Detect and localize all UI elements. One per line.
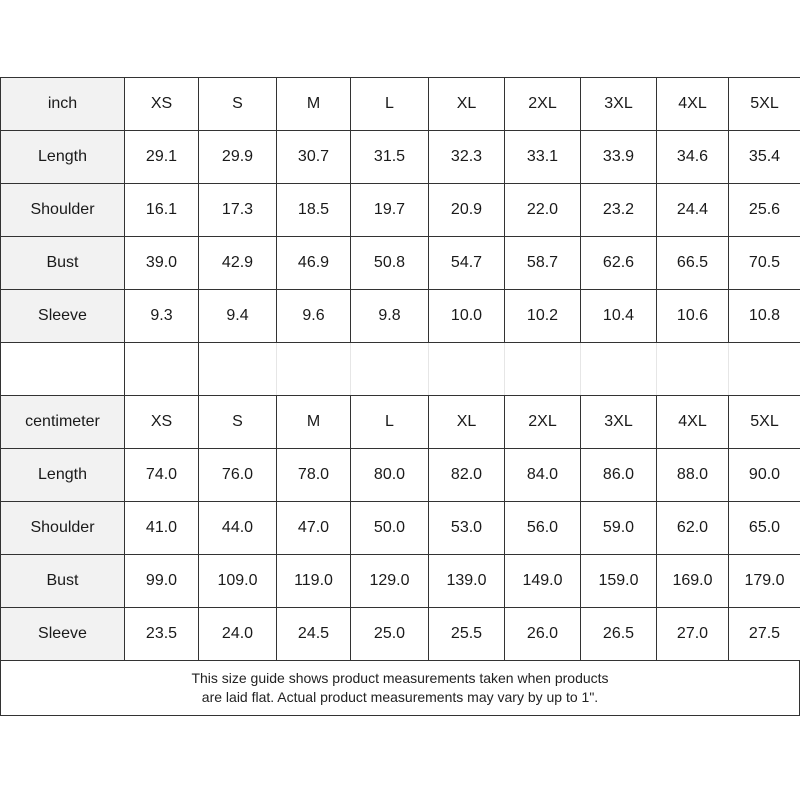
measurement-value: 25.0 (351, 608, 429, 661)
size-header-xs: XS (125, 396, 199, 449)
measurement-value: 10.0 (429, 290, 505, 343)
measurement-value: 9.8 (351, 290, 429, 343)
measurement-value: 86.0 (581, 449, 657, 502)
measurement-value: 34.6 (657, 131, 729, 184)
measurement-label: Sleeve (1, 608, 125, 661)
measurement-value: 90.0 (729, 449, 800, 502)
measurement-value: 32.3 (429, 131, 505, 184)
measurement-label: Shoulder (1, 502, 125, 555)
centimeter-row-length (1, 449, 800, 502)
measurement-value: 33.1 (505, 131, 581, 184)
inch-row-bust (1, 237, 800, 290)
measurement-value: 53.0 (429, 502, 505, 555)
measurement-value: 20.9 (429, 184, 505, 237)
measurement-value: 29.1 (125, 131, 199, 184)
blank-cell (581, 343, 657, 396)
measurement-value: 119.0 (277, 555, 351, 608)
inch-row-sleeve (1, 290, 800, 343)
measurement-value: 129.0 (351, 555, 429, 608)
measurement-label: Bust (1, 555, 125, 608)
size-header-4xl: 4XL (657, 396, 729, 449)
measurement-value: 23.2 (581, 184, 657, 237)
measurement-value: 25.5 (429, 608, 505, 661)
measurement-value: 159.0 (581, 555, 657, 608)
centimeter-row-shoulder (1, 502, 800, 555)
blank-cell (505, 343, 581, 396)
size-header-m: M (277, 396, 351, 449)
centimeter-header-row (1, 396, 800, 449)
measurement-value: 26.0 (505, 608, 581, 661)
size-header-l: L (351, 396, 429, 449)
size-header-s: S (199, 396, 277, 449)
measurement-value: 10.4 (581, 290, 657, 343)
measurement-value: 31.5 (351, 131, 429, 184)
blank-cell (351, 343, 429, 396)
measurement-value: 10.2 (505, 290, 581, 343)
size-header-l: L (351, 78, 429, 131)
measurement-label: Bust (1, 237, 125, 290)
measurement-value: 24.0 (199, 608, 277, 661)
measurement-value: 65.0 (729, 502, 800, 555)
measurement-value: 18.5 (277, 184, 351, 237)
measurement-value: 9.4 (199, 290, 277, 343)
measurement-value: 139.0 (429, 555, 505, 608)
measurement-value: 62.6 (581, 237, 657, 290)
inch-row-shoulder (1, 184, 800, 237)
measurement-value: 16.1 (125, 184, 199, 237)
centimeter-row-bust (1, 555, 800, 608)
measurement-value: 39.0 (125, 237, 199, 290)
measurement-value: 30.7 (277, 131, 351, 184)
measurement-value: 27.0 (657, 608, 729, 661)
size-header-3xl: 3XL (581, 396, 657, 449)
measurement-value: 33.9 (581, 131, 657, 184)
size-guide-footnote (0, 661, 800, 716)
measurement-value: 22.0 (505, 184, 581, 237)
measurement-label: Sleeve (1, 290, 125, 343)
measurement-value: 10.8 (729, 290, 800, 343)
blank-cell (125, 343, 199, 396)
measurement-value: 27.5 (729, 608, 800, 661)
measurement-value: 179.0 (729, 555, 800, 608)
measurement-value: 99.0 (125, 555, 199, 608)
blank-cell (429, 343, 505, 396)
size-chart-body (1, 78, 800, 661)
measurement-label: Length (1, 131, 125, 184)
measurement-value: 78.0 (277, 449, 351, 502)
size-header-s: S (199, 78, 277, 131)
measurement-value: 54.7 (429, 237, 505, 290)
size-header-xl: XL (429, 396, 505, 449)
blank-cell (657, 343, 729, 396)
measurement-value: 56.0 (505, 502, 581, 555)
footnote-line-1: This size guide shows product measurements taken when products (191, 670, 609, 686)
measurement-value: 41.0 (125, 502, 199, 555)
measurement-value: 50.0 (351, 502, 429, 555)
measurement-value: 10.6 (657, 290, 729, 343)
inch-row-length (1, 131, 800, 184)
measurement-value: 62.0 (657, 502, 729, 555)
inch-unit-label: inch (1, 78, 125, 131)
size-header-m: M (277, 78, 351, 131)
measurement-value: 74.0 (125, 449, 199, 502)
separator-row (1, 343, 800, 396)
measurement-value: 169.0 (657, 555, 729, 608)
footnote-line-2: are laid flat. Actual product measurements may vary by up to 1". (201, 689, 599, 705)
measurement-value: 109.0 (199, 555, 277, 608)
measurement-value: 76.0 (199, 449, 277, 502)
measurement-value: 24.5 (277, 608, 351, 661)
blank-cell (1, 343, 125, 396)
measurement-value: 9.6 (277, 290, 351, 343)
blank-cell (199, 343, 277, 396)
measurement-value: 24.4 (657, 184, 729, 237)
measurement-label: Length (1, 449, 125, 502)
measurement-value: 17.3 (199, 184, 277, 237)
size-header-3xl: 3XL (581, 78, 657, 131)
measurement-value: 26.5 (581, 608, 657, 661)
inch-header-row (1, 78, 800, 131)
measurement-value: 88.0 (657, 449, 729, 502)
measurement-value: 19.7 (351, 184, 429, 237)
measurement-value: 44.0 (199, 502, 277, 555)
blank-cell (729, 343, 800, 396)
measurement-value: 149.0 (505, 555, 581, 608)
measurement-value: 50.8 (351, 237, 429, 290)
size-header-xs: XS (125, 78, 199, 131)
measurement-value: 84.0 (505, 449, 581, 502)
measurement-value: 9.3 (125, 290, 199, 343)
measurement-value: 25.6 (729, 184, 800, 237)
measurement-value: 29.9 (199, 131, 277, 184)
centimeter-row-sleeve (1, 608, 800, 661)
measurement-value: 70.5 (729, 237, 800, 290)
size-header-5xl: 5XL (729, 78, 800, 131)
size-header-2xl: 2XL (505, 78, 581, 131)
measurement-label: Shoulder (1, 184, 125, 237)
measurement-value: 66.5 (657, 237, 729, 290)
centimeter-unit-label: centimeter (1, 396, 125, 449)
size-header-4xl: 4XL (657, 78, 729, 131)
measurement-value: 42.9 (199, 237, 277, 290)
size-chart-table (0, 77, 800, 661)
measurement-value: 80.0 (351, 449, 429, 502)
measurement-value: 59.0 (581, 502, 657, 555)
measurement-value: 35.4 (729, 131, 800, 184)
measurement-value: 47.0 (277, 502, 351, 555)
size-header-xl: XL (429, 78, 505, 131)
size-header-2xl: 2XL (505, 396, 581, 449)
measurement-value: 23.5 (125, 608, 199, 661)
measurement-value: 82.0 (429, 449, 505, 502)
measurement-value: 58.7 (505, 237, 581, 290)
size-guide (0, 77, 800, 716)
blank-cell (277, 343, 351, 396)
size-header-5xl: 5XL (729, 396, 800, 449)
measurement-value: 46.9 (277, 237, 351, 290)
